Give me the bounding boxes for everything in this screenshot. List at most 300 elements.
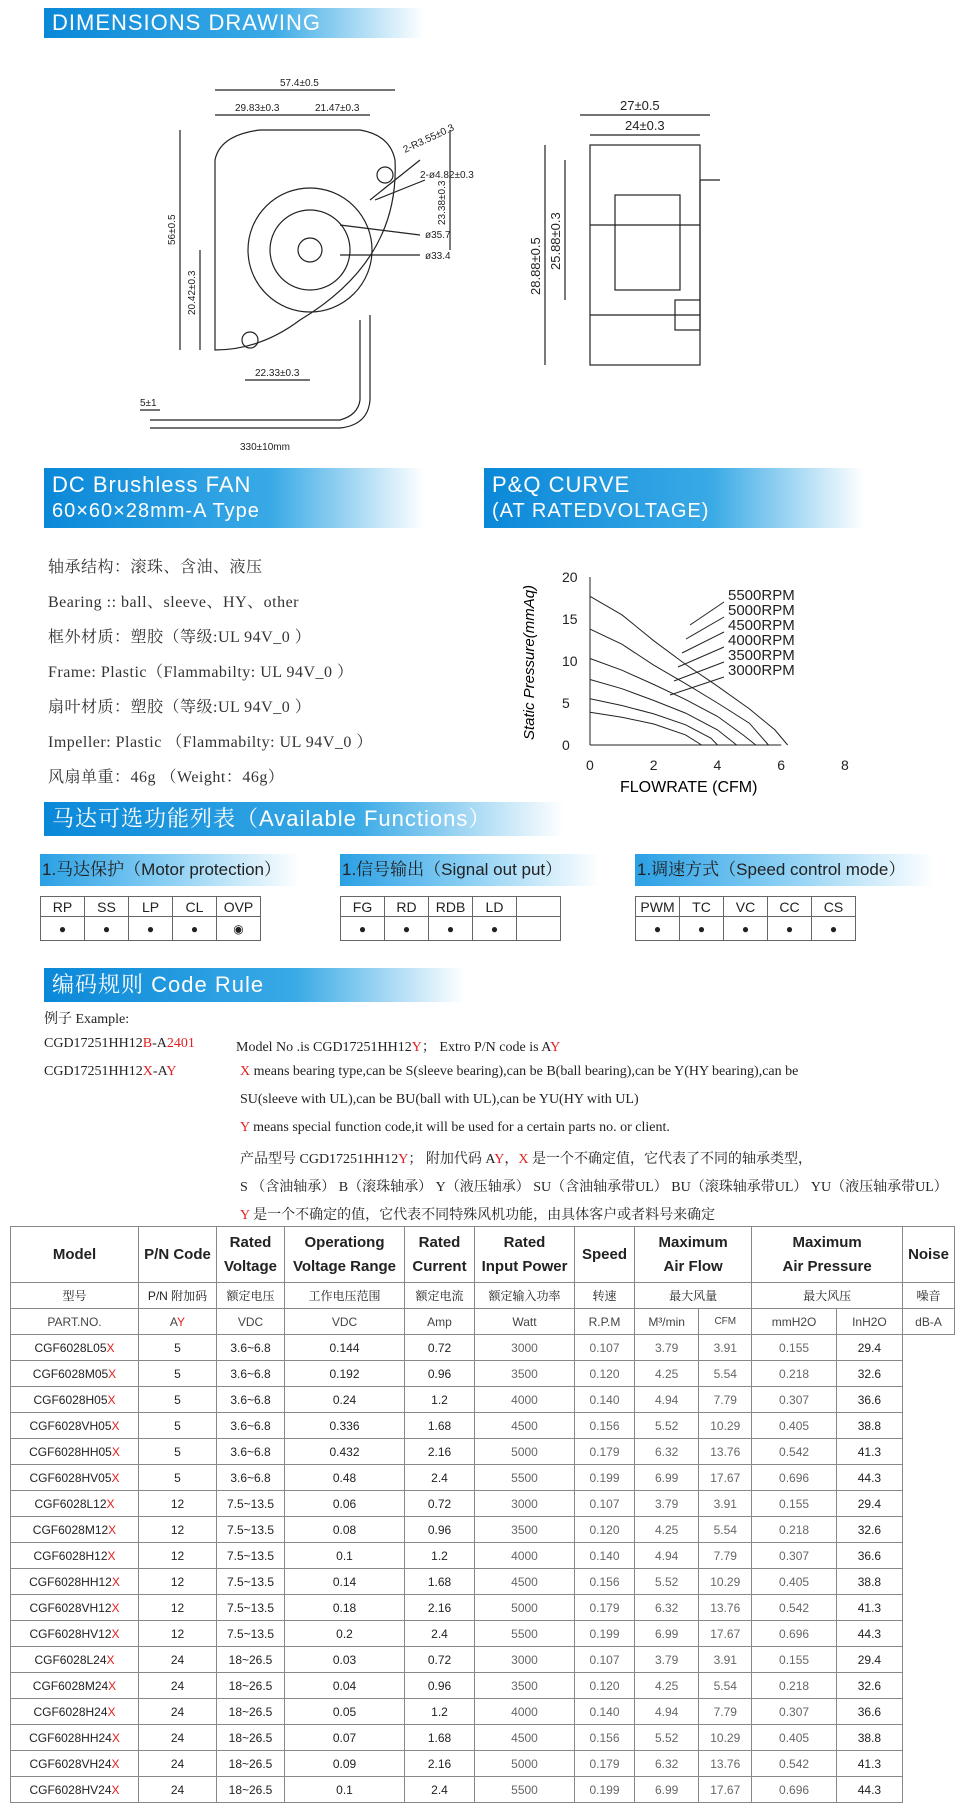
table-cell: 29.4 bbox=[836, 1491, 902, 1517]
table-cell: 0.107 bbox=[575, 1647, 635, 1673]
legend-label: 4000RPM bbox=[728, 632, 795, 649]
table-cell: 0.140 bbox=[575, 1543, 635, 1569]
table-cell: 24 bbox=[139, 1699, 217, 1725]
x-tick-label: 4 bbox=[713, 757, 722, 773]
table-cell: 18~26.5 bbox=[217, 1699, 285, 1725]
table-cell: 32.6 bbox=[836, 1673, 902, 1699]
table-cell: 4000 bbox=[475, 1387, 575, 1413]
table-cell: 0.107 bbox=[575, 1335, 635, 1361]
function-group-motor bbox=[40, 854, 300, 941]
table-cell: 4.25 bbox=[635, 1517, 699, 1543]
table-cell: 12 bbox=[139, 1595, 217, 1621]
table-cell: 24 bbox=[139, 1725, 217, 1751]
table-cell: 0.120 bbox=[575, 1361, 635, 1387]
pq-subtitle: (AT RATEDVOLTAGE) bbox=[492, 500, 710, 522]
table-cell: 0.156 bbox=[575, 1413, 635, 1439]
fn-rdb: RDB bbox=[429, 897, 473, 917]
signal-output-table bbox=[340, 896, 561, 941]
table-cell: 12 bbox=[139, 1621, 217, 1647]
table-cell: 0.144 bbox=[285, 1335, 405, 1361]
table-cell: 0.336 bbox=[285, 1413, 405, 1439]
model-cell: CGF6028VH24X bbox=[11, 1751, 139, 1777]
table-cell: 2.4 bbox=[405, 1621, 475, 1647]
table-row bbox=[11, 1491, 955, 1517]
spec-weight: 风扇单重：46g （Weight：46g） bbox=[48, 769, 285, 786]
table-cell: 1.68 bbox=[405, 1569, 475, 1595]
cn-noise: 噪音 bbox=[903, 1283, 955, 1309]
table-cell: 18~26.5 bbox=[217, 1647, 285, 1673]
legend-leader-line bbox=[674, 662, 724, 681]
model-cell: CGF6028L24X bbox=[11, 1647, 139, 1673]
th-speed: Speed bbox=[575, 1227, 635, 1283]
fan-banner bbox=[44, 468, 424, 528]
table-cell: 5 bbox=[139, 1413, 217, 1439]
model-cell: CGF6028H05X bbox=[11, 1387, 139, 1413]
table-cell: 5.54 bbox=[699, 1517, 752, 1543]
dim-2588: 25.88±0.3 bbox=[548, 212, 563, 270]
table-cell: 7.5~13.5 bbox=[217, 1543, 285, 1569]
pq-title: P&Q CURVE bbox=[492, 472, 631, 497]
spec-table bbox=[10, 1226, 955, 1803]
fn-rd: RD bbox=[385, 897, 429, 917]
table-cell: 0.696 bbox=[752, 1621, 837, 1647]
code-line-3: SU(sleeve with UL),can be BU(ball with UL),can be YU(HY with UL) bbox=[240, 1092, 639, 1107]
legend-leader-line bbox=[678, 647, 724, 667]
table-cell: 0.542 bbox=[752, 1439, 837, 1465]
dim-24: 24±0.3 bbox=[625, 118, 665, 133]
table-cell: 3.91 bbox=[699, 1335, 752, 1361]
table-cell: 0.72 bbox=[405, 1335, 475, 1361]
code-line-6: S （含油轴承） B（滚珠轴承） Y（液压轴承） SU（含油轴承带UL） BU（滚珠轴承带UL） YU（液压轴承带UL） bbox=[240, 1180, 948, 1195]
fn-tc: TC bbox=[680, 897, 724, 917]
table-cell: 0.18 bbox=[285, 1595, 405, 1621]
table-row bbox=[11, 1751, 955, 1777]
table-cell: 5 bbox=[139, 1465, 217, 1491]
model-cell: CGF6028HH12X bbox=[11, 1569, 139, 1595]
dot-icon: ● bbox=[341, 917, 385, 941]
th-op-range: Operationg Voltage Range bbox=[285, 1227, 405, 1283]
fn-ld: LD bbox=[473, 897, 517, 917]
table-cell: 0.405 bbox=[752, 1569, 837, 1595]
pq-chart bbox=[510, 530, 870, 810]
table-cell: 0.307 bbox=[752, 1699, 837, 1725]
spec-frame-cn: 框外材质：塑胶（等级:UL 94V_0 ） bbox=[48, 629, 312, 646]
table-cell: 12 bbox=[139, 1491, 217, 1517]
cn-speed: 转速 bbox=[575, 1283, 635, 1309]
table-cell: 3.79 bbox=[635, 1647, 699, 1673]
table-cell: 10.29 bbox=[699, 1725, 752, 1751]
table-cell: 5.54 bbox=[699, 1673, 752, 1699]
fan-type: 60×60×28mm-A Type bbox=[52, 500, 260, 522]
cn-voltage: 额定电压 bbox=[217, 1283, 285, 1309]
table-cell: 6.32 bbox=[635, 1595, 699, 1621]
table-cell: 7.79 bbox=[699, 1543, 752, 1569]
table-cell: 6.99 bbox=[635, 1621, 699, 1647]
cn-pressure: 最大风压 bbox=[752, 1283, 903, 1309]
table-cell: 0.14 bbox=[285, 1569, 405, 1595]
table-row bbox=[11, 1673, 955, 1699]
table-cell: 2.16 bbox=[405, 1595, 475, 1621]
fn-cc: CC bbox=[768, 897, 812, 917]
dimensions-banner bbox=[44, 8, 424, 38]
x-tick-label: 0 bbox=[586, 757, 594, 773]
table-cell: 44.3 bbox=[836, 1621, 902, 1647]
table-cell: 0.696 bbox=[752, 1465, 837, 1491]
table-cell: 5.52 bbox=[635, 1725, 699, 1751]
fn-lp: LP bbox=[129, 897, 173, 917]
table-cell: 0.199 bbox=[575, 1621, 635, 1647]
unit-dba: dB-A bbox=[903, 1309, 955, 1335]
code-line-1: Model No .is CGD17251HH12Y； Extro P/N code is AY bbox=[236, 1040, 561, 1055]
table-cell: 0.140 bbox=[575, 1387, 635, 1413]
pq-banner bbox=[484, 468, 864, 528]
table-cell: 5500 bbox=[475, 1465, 575, 1491]
table-cell: 2.16 bbox=[405, 1439, 475, 1465]
table-cell: 4.25 bbox=[635, 1361, 699, 1387]
speed-control-table bbox=[635, 896, 856, 941]
table-cell: 29.4 bbox=[836, 1335, 902, 1361]
table-cell: 4500 bbox=[475, 1725, 575, 1751]
table-cell: 0.218 bbox=[752, 1673, 837, 1699]
front-hub bbox=[298, 238, 322, 262]
fn-pwm: PWM bbox=[636, 897, 680, 917]
table-row bbox=[11, 1335, 955, 1361]
dot-icon: ● bbox=[173, 917, 217, 941]
ring-dot-icon: ◉ bbox=[217, 917, 261, 941]
fn-fg: FG bbox=[341, 897, 385, 917]
table-cell: 18~26.5 bbox=[217, 1777, 285, 1803]
model-cell: CGF6028HV12X bbox=[11, 1621, 139, 1647]
cn-pn: P/N 附加码 bbox=[139, 1283, 217, 1309]
model-cell: CGF6028HV05X bbox=[11, 1465, 139, 1491]
table-cell: 0.140 bbox=[575, 1699, 635, 1725]
table-cell: 24 bbox=[139, 1777, 217, 1803]
table-cell: 3.91 bbox=[699, 1647, 752, 1673]
table-cell: 0.179 bbox=[575, 1595, 635, 1621]
dot-icon: ● bbox=[385, 917, 429, 941]
pq-xlabel: FLOWRATE (CFM) bbox=[620, 779, 758, 796]
spec-bearing-en: Bearing :: ball、sleeve、HY、other bbox=[48, 594, 299, 611]
table-row bbox=[11, 1621, 955, 1647]
table-row bbox=[11, 1517, 955, 1543]
table-cell: 18~26.5 bbox=[217, 1751, 285, 1777]
table-cell: 0.03 bbox=[285, 1647, 405, 1673]
functions-banner bbox=[44, 802, 564, 836]
dot-icon: ● bbox=[636, 917, 680, 941]
table-cell: 0.192 bbox=[285, 1361, 405, 1387]
table-cell: 0.405 bbox=[752, 1413, 837, 1439]
unit-cfm: CFM bbox=[699, 1309, 752, 1335]
dot-icon: ● bbox=[129, 917, 173, 941]
front-inner-circle bbox=[270, 210, 350, 290]
dot-icon: ● bbox=[429, 917, 473, 941]
dot-icon: ● bbox=[41, 917, 85, 941]
legend-label: 4500RPM bbox=[728, 617, 795, 634]
unit-inh2o: InH2O bbox=[836, 1309, 902, 1335]
table-cell: 0.156 bbox=[575, 1725, 635, 1751]
table-cell: 5500 bbox=[475, 1777, 575, 1803]
table-cell: 2.4 bbox=[405, 1777, 475, 1803]
table-cell: 13.76 bbox=[699, 1439, 752, 1465]
dim-2338: 23.38±0.3 bbox=[437, 180, 448, 225]
dim-330: 330±10mm bbox=[240, 442, 290, 453]
dim-2888: 28.88±0.5 bbox=[528, 237, 543, 295]
model-cell: CGF6028HH05X bbox=[11, 1439, 139, 1465]
table-cell: 3.6~6.8 bbox=[217, 1361, 285, 1387]
fn-empty bbox=[517, 897, 561, 917]
table-cell: 4500 bbox=[475, 1569, 575, 1595]
side-inner bbox=[615, 195, 680, 290]
table-cell: 7.5~13.5 bbox=[217, 1621, 285, 1647]
table-cell: 0.107 bbox=[575, 1491, 635, 1517]
table-cell: 6.32 bbox=[635, 1751, 699, 1777]
table-cell: 7.5~13.5 bbox=[217, 1517, 285, 1543]
fn-ss: SS bbox=[85, 897, 129, 917]
table-cell: 36.6 bbox=[836, 1699, 902, 1725]
table-row bbox=[11, 1725, 955, 1751]
table-cell: 4.94 bbox=[635, 1699, 699, 1725]
spec-list bbox=[48, 550, 373, 795]
table-row bbox=[11, 1543, 955, 1569]
table-cell: 13.76 bbox=[699, 1595, 752, 1621]
table-cell: 0.96 bbox=[405, 1361, 475, 1387]
dim-27: 27±0.5 bbox=[620, 98, 660, 113]
table-cell: 0.199 bbox=[575, 1465, 635, 1491]
table-cell: 0.155 bbox=[752, 1335, 837, 1361]
table-cell: 0.24 bbox=[285, 1387, 405, 1413]
table-cell: 5000 bbox=[475, 1439, 575, 1465]
x-tick-label: 2 bbox=[649, 757, 658, 773]
y-tick-label: 10 bbox=[562, 653, 578, 669]
unit-amp: Amp bbox=[405, 1309, 475, 1335]
motor-protection-title: 1.马达保护（Motor protection） bbox=[40, 854, 300, 886]
pn-code-cell: AY bbox=[139, 1309, 217, 1335]
spec-impeller-cn: 扇叶材质：塑胶（等级:UL 94V_0 ） bbox=[48, 699, 312, 716]
table-cell: 3500 bbox=[475, 1517, 575, 1543]
table-row bbox=[11, 1439, 955, 1465]
table-row bbox=[11, 1387, 955, 1413]
dim-29: 29.83±0.3 bbox=[235, 103, 280, 114]
table-cell: 24 bbox=[139, 1673, 217, 1699]
unit-rpm: R.P.M bbox=[575, 1309, 635, 1335]
table-row bbox=[11, 1647, 955, 1673]
unit-vdc: VDC bbox=[217, 1309, 285, 1335]
table-row bbox=[11, 1699, 955, 1725]
dim-5: 5±1 bbox=[140, 398, 157, 409]
unit-vdc-range: VDC bbox=[285, 1309, 405, 1335]
dot-icon: ● bbox=[680, 917, 724, 941]
table-cell: 1.68 bbox=[405, 1725, 475, 1751]
pq-series-line bbox=[590, 699, 718, 745]
unit-m3: M³/min bbox=[635, 1309, 699, 1335]
dim-357: ø35.7 bbox=[425, 230, 451, 241]
table-cell: 3.79 bbox=[635, 1491, 699, 1517]
table-cell: 3.6~6.8 bbox=[217, 1335, 285, 1361]
table-cell: 0.155 bbox=[752, 1647, 837, 1673]
cn-range: 工作电压范围 bbox=[285, 1283, 405, 1309]
table-cell: 12 bbox=[139, 1543, 217, 1569]
table-cell: 1.68 bbox=[405, 1413, 475, 1439]
table-cell: 4500 bbox=[475, 1413, 575, 1439]
fn-rp: RP bbox=[41, 897, 85, 917]
speed-control-title: 1.调速方式（Speed control mode） bbox=[635, 854, 935, 886]
table-cell: 0.307 bbox=[752, 1543, 837, 1569]
dim-57: 57.4±0.5 bbox=[280, 78, 319, 89]
table-row bbox=[11, 1361, 955, 1387]
table-cell: 5.52 bbox=[635, 1569, 699, 1595]
table-row bbox=[11, 1595, 955, 1621]
table-cell: 12 bbox=[139, 1569, 217, 1595]
table-cell: 4.94 bbox=[635, 1387, 699, 1413]
table-cell: 41.3 bbox=[836, 1595, 902, 1621]
legend-label: 5500RPM bbox=[728, 587, 795, 604]
table-cell: 3000 bbox=[475, 1335, 575, 1361]
model-cell: CGF6028VH12X bbox=[11, 1595, 139, 1621]
table-cell: 29.4 bbox=[836, 1647, 902, 1673]
table-cell: 6.99 bbox=[635, 1777, 699, 1803]
mount-hole-1 bbox=[377, 167, 393, 183]
code-rule-banner bbox=[44, 968, 464, 1002]
legend-leader-line bbox=[686, 617, 724, 639]
table-cell: 5 bbox=[139, 1335, 217, 1361]
table-cell: 3500 bbox=[475, 1361, 575, 1387]
table-cell: 7.5~13.5 bbox=[217, 1569, 285, 1595]
table-cell: 5500 bbox=[475, 1621, 575, 1647]
table-cell: 0.542 bbox=[752, 1595, 837, 1621]
model-cell: CGF6028M05X bbox=[11, 1361, 139, 1387]
model-cell: CGF6028H12X bbox=[11, 1543, 139, 1569]
fn-cs: CS bbox=[812, 897, 856, 917]
signal-output-title: 1.信号输出（Signal out put） bbox=[340, 854, 600, 886]
function-group-signal bbox=[340, 854, 600, 941]
legend-label: 3000RPM bbox=[728, 662, 795, 679]
table-cell: 4000 bbox=[475, 1699, 575, 1725]
dot-icon: ● bbox=[768, 917, 812, 941]
dim-482: 2-ø4.82±0.3 bbox=[420, 170, 474, 181]
model-cell: CGF6028M24X bbox=[11, 1673, 139, 1699]
y-tick-label: 0 bbox=[562, 737, 570, 753]
th-pn: P/N Code bbox=[139, 1227, 217, 1283]
table-cell: 0.96 bbox=[405, 1673, 475, 1699]
dot-icon: ● bbox=[85, 917, 129, 941]
table-cell: 24 bbox=[139, 1647, 217, 1673]
code-line-4: Y means special function code,it will be used for a certain parts no. or client. bbox=[240, 1120, 670, 1135]
table-cell: 0.156 bbox=[575, 1569, 635, 1595]
table-cell: 3.6~6.8 bbox=[217, 1465, 285, 1491]
dim-334: ø33.4 bbox=[425, 251, 451, 262]
dim-21: 21.47±0.3 bbox=[315, 103, 360, 114]
table-cell: 36.6 bbox=[836, 1543, 902, 1569]
y-tick-label: 20 bbox=[562, 569, 578, 585]
table-cell: 17.67 bbox=[699, 1465, 752, 1491]
fn-cl: CL bbox=[173, 897, 217, 917]
table-cell: 3.6~6.8 bbox=[217, 1439, 285, 1465]
y-tick-label: 5 bbox=[562, 695, 570, 711]
table-row bbox=[11, 1465, 955, 1491]
empty-cell bbox=[517, 917, 561, 941]
dim-56: 56±0.5 bbox=[167, 214, 178, 245]
table-cell: 1.2 bbox=[405, 1543, 475, 1569]
pq-series-line bbox=[590, 712, 702, 745]
example-2: CGD17251HH12X-AY bbox=[44, 1064, 177, 1079]
x-tick-label: 8 bbox=[841, 757, 849, 773]
table-cell: 5.52 bbox=[635, 1413, 699, 1439]
model-cell: CGF6028M12X bbox=[11, 1517, 139, 1543]
th-current: Rated Current bbox=[405, 1227, 475, 1283]
example-label: 例子 Example: bbox=[44, 1012, 130, 1027]
table-cell: 0.218 bbox=[752, 1361, 837, 1387]
cn-power: 额定输入功率 bbox=[475, 1283, 575, 1309]
th-voltage: Rated Voltage bbox=[217, 1227, 285, 1283]
table-cell: 7.79 bbox=[699, 1387, 752, 1413]
table-cell: 44.3 bbox=[836, 1465, 902, 1491]
spec-impeller-en: Impeller: Plastic （Flammabilty: UL 94V_0 ） bbox=[48, 734, 373, 751]
cn-current: 额定电流 bbox=[405, 1283, 475, 1309]
th-power: Rated Input Power bbox=[475, 1227, 575, 1283]
table-cell: 5000 bbox=[475, 1751, 575, 1777]
table-cell: 7.79 bbox=[699, 1699, 752, 1725]
table-cell: 0.179 bbox=[575, 1439, 635, 1465]
table-cell: 0.08 bbox=[285, 1517, 405, 1543]
table-cell: 3.91 bbox=[699, 1491, 752, 1517]
table-cell: 38.8 bbox=[836, 1725, 902, 1751]
table-cell: 1.2 bbox=[405, 1387, 475, 1413]
front-housing bbox=[215, 130, 395, 350]
table-cell: 5 bbox=[139, 1439, 217, 1465]
unit-mmh2o: mmH2O bbox=[752, 1309, 837, 1335]
spec-bearing-cn: 轴承结构：滚珠、含油、液压 bbox=[48, 559, 263, 576]
fn-vc: VC bbox=[724, 897, 768, 917]
table-cell: 18~26.5 bbox=[217, 1673, 285, 1699]
table-cell: 0.542 bbox=[752, 1751, 837, 1777]
model-cell: CGF6028HV24X bbox=[11, 1777, 139, 1803]
table-cell: 0.307 bbox=[752, 1387, 837, 1413]
code-rule-title: 编码规则 Code Rule bbox=[52, 972, 265, 997]
table-cell: 38.8 bbox=[836, 1413, 902, 1439]
table-row bbox=[11, 1413, 955, 1439]
legend-leader-line bbox=[690, 602, 724, 625]
table-cell: 10.29 bbox=[699, 1569, 752, 1595]
th-pressure: Maximum Air Pressure bbox=[752, 1227, 903, 1283]
table-cell: 0.06 bbox=[285, 1491, 405, 1517]
table-cell: 0.72 bbox=[405, 1491, 475, 1517]
dim-2042: 20.42±0.3 bbox=[187, 270, 198, 315]
table-cell: 0.72 bbox=[405, 1647, 475, 1673]
dimensions-title: DIMENSIONS DRAWING bbox=[52, 10, 321, 35]
table-cell: 3000 bbox=[475, 1491, 575, 1517]
table-cell: 7.5~13.5 bbox=[217, 1491, 285, 1517]
table-cell: 3500 bbox=[475, 1673, 575, 1699]
table-cell: 24 bbox=[139, 1751, 217, 1777]
table-cell: 0.04 bbox=[285, 1673, 405, 1699]
code-line-5: 产品型号 CGD17251HH12Y； 附加代码 AY，X 是一个不确定值，它代表了不同的轴承类型， bbox=[240, 1152, 812, 1167]
table-cell: 32.6 bbox=[836, 1517, 902, 1543]
model-cell: CGF6028L12X bbox=[11, 1491, 139, 1517]
table-cell: 0.05 bbox=[285, 1699, 405, 1725]
x-tick-label: 6 bbox=[777, 757, 786, 773]
table-cell: 0.07 bbox=[285, 1725, 405, 1751]
fn-ovp: OVP bbox=[217, 897, 261, 917]
table-cell: 13.76 bbox=[699, 1751, 752, 1777]
table-cell: 0.09 bbox=[285, 1751, 405, 1777]
table-cell: 7.5~13.5 bbox=[217, 1595, 285, 1621]
table-cell: 0.179 bbox=[575, 1751, 635, 1777]
model-cell: CGF6028L05X bbox=[11, 1335, 139, 1361]
table-cell: 3.6~6.8 bbox=[217, 1387, 285, 1413]
table-cell: 0.120 bbox=[575, 1517, 635, 1543]
th-noise: Noise bbox=[903, 1227, 955, 1283]
table-row bbox=[11, 1569, 955, 1595]
